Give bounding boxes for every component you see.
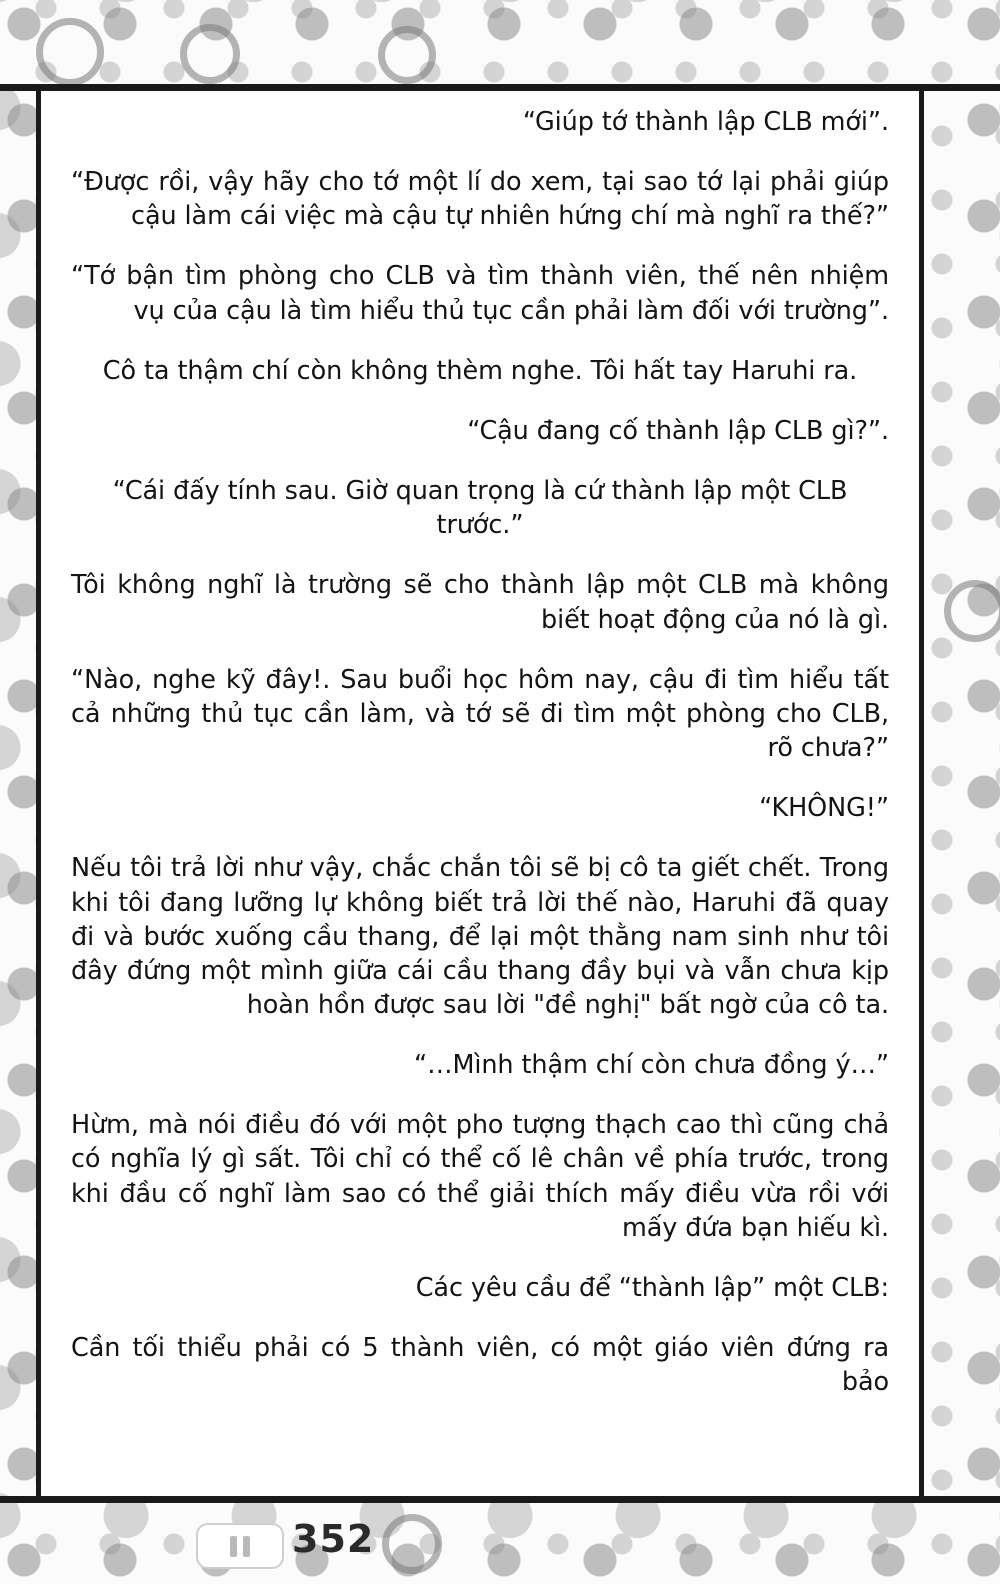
ring-decoration — [378, 26, 436, 84]
pause-bars-icon — [196, 1523, 284, 1569]
paragraph: “KHÔNG!” — [759, 793, 889, 824]
bottom-rule — [0, 1496, 1000, 1503]
paragraph: Cô ta thậm chí còn không thèm nghe. Tôi hất tay Haruhi ra. — [102, 355, 858, 386]
paragraph: “…Mình thậm chí còn chưa đồng ý…” — [413, 1050, 889, 1081]
paragraph: Các yêu cầu để “thành lập” một CLB: — [415, 1272, 889, 1303]
paragraph: Tôi không nghĩ là trường sẽ cho thành lập một CLB mà không biết hoạt động của nó là gì. — [71, 570, 889, 635]
paragraph: “Nào, nghe kỹ đây!. Sau buổi học hôm nay, cậu đi tìm hiểu tất cả những thủ tục cần làm, và tớ sẽ đi tìm một phòng cho CLB, rõ chưa?” — [71, 664, 889, 764]
ring-decoration — [36, 18, 104, 86]
paragraph: Hừm, mà nói điều đó với một pho tượng thạch cao thì cũng chả có nghĩa lý gì sất. Tôi chỉ có thể cố lê chân về phía trước, trong khi đầu cố nghĩ làm sao có thể giải thích mấy điều vừa rồi với mấy đứa bạn hiếu kì. — [71, 1110, 889, 1243]
page-body — [41, 91, 919, 1399]
paragraph: “Cái đấy tính sau. Giờ quan trọng là cứ thành lập một CLB trước.” — [112, 476, 848, 541]
paragraph: “Cậu đang cố thành lập CLB gì?”. — [467, 415, 889, 446]
ring-decoration — [944, 580, 1000, 642]
top-rule — [0, 84, 1000, 91]
ring-decoration — [180, 24, 240, 84]
text-panel — [36, 91, 924, 1496]
paragraph: Cần tối thiểu phải có 5 thành viên, có một giáo viên đứng ra bảo — [71, 1333, 889, 1398]
paragraph: Nếu tôi trả lời như vậy, chắc chắn tôi sẽ bị cô ta giết chết. Trong khi tôi đang lưỡng lự không biết trả lời thế nào, Haruhi đã quay đi và bước xuống cầu thang, để lại một thằng nam sinh như tôi đây đứng một mình giữa cái cầu thang đầy bụi và vẫn chưa kịp hoàn hồn được sau lời "đề nghị" bất ngờ của cô ta. — [71, 853, 889, 1020]
paragraph: “Tớ bận tìm phòng cho CLB và tìm thành viên, thế nên nhiệm vụ của cậu là tìm hiểu thủ tục cần phải làm đối với trường”. — [71, 261, 889, 326]
pause-bars-glyph — [230, 1536, 250, 1557]
page-footer — [0, 1503, 1000, 1584]
page-number: 352 — [292, 1517, 375, 1561]
paragraph: “Giúp tớ thành lập CLB mới”. — [522, 107, 889, 137]
paragraph: “Được rồi, vậy hãy cho tớ một lí do xem, tại sao tớ lại phải giúp cậu làm cái việc mà cậu tự nhiên hứng chí mà nghĩ ra thế?” — [71, 167, 889, 232]
